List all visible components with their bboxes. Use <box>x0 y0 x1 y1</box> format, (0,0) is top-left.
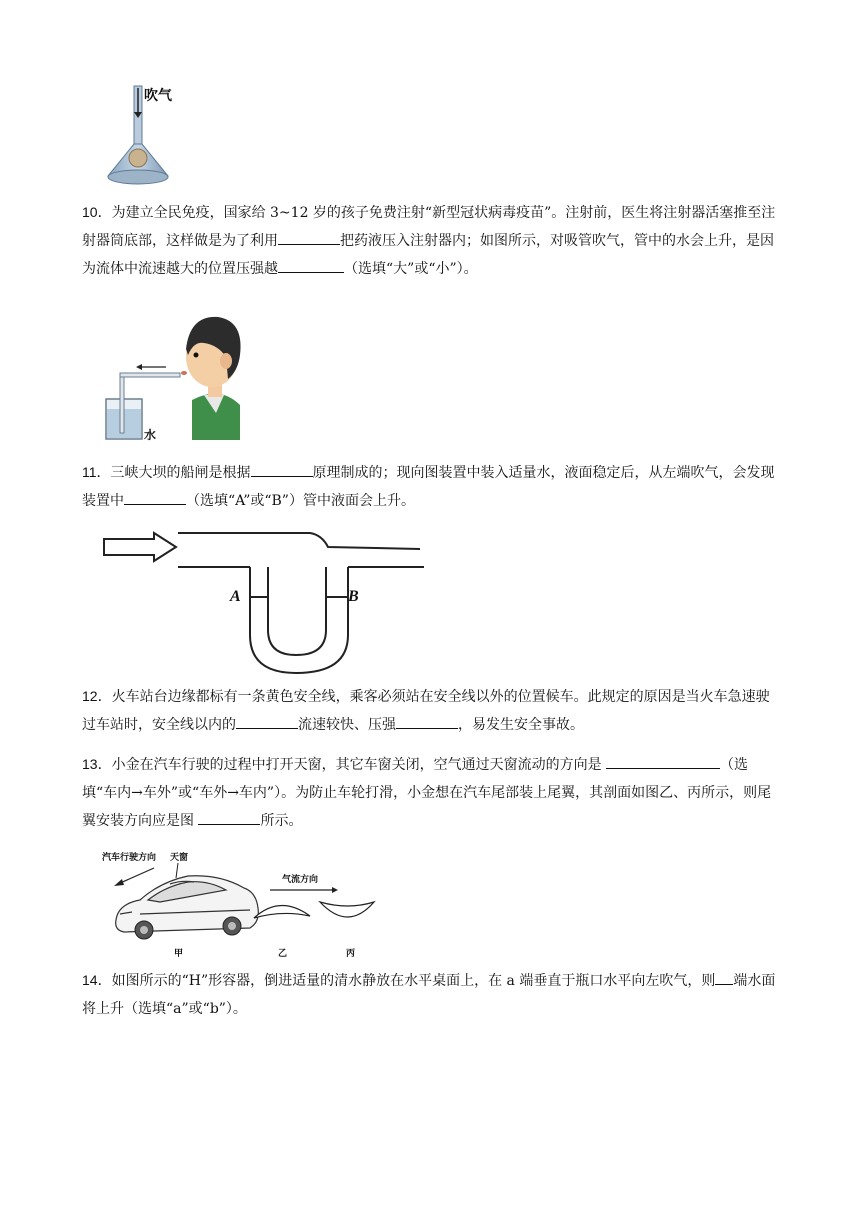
question-number: 14 <box>82 972 98 988</box>
answer-blank[interactable] <box>236 713 298 729</box>
drive-direction-label: 汽车行驶方向 <box>102 853 157 863</box>
airflow-label: 气流方向 <box>282 875 319 885</box>
question-12 <box>82 682 782 739</box>
question-text: ．火车站台边缘都标有一条黄色安全线，乘客必须站在安全线以外的位置候车。此规定的原因是当火车急速驶过车站时，安全线以内的 <box>82 689 770 733</box>
straw-figure <box>100 305 245 445</box>
question-text: ．小金在汽车行驶的过程中打开天窗，其它车窗关闭，空气通过天窗流动的方向是 <box>97 757 607 773</box>
question-text: （选填“车内→车外”或“车外→车内”）。为防止车轮打滑，小金想在汽车尾部装上尾翼，其剖面如图乙、丙所示，则尾翼安装方向应是图 <box>82 757 772 829</box>
blow-label: 吹气 <box>144 88 172 104</box>
car-figure <box>100 848 400 960</box>
question-text: ．为建立全民免疫，国家给 3~12 岁的孩子免费注射“新型冠状病毒疫苗”。注射前，医生将注射器活塞推至注射器筒底部，这样做是为了利用 <box>82 205 776 249</box>
answer-blank[interactable] <box>278 229 340 245</box>
u-tube-figure <box>100 525 430 680</box>
question-number: 10 <box>82 204 98 220</box>
funnel-figure <box>100 86 210 190</box>
water-label: 水 <box>144 428 157 442</box>
tube-b-label: B <box>348 588 359 605</box>
question-10 <box>82 198 782 283</box>
answer-blank[interactable] <box>124 489 186 505</box>
question-text: 端水面将上升（选填“a”或“b”）。 <box>82 973 776 1017</box>
answer-blank[interactable] <box>278 257 344 273</box>
answer-blank[interactable] <box>715 969 733 985</box>
question-text: 所示。 <box>260 813 303 829</box>
question-11 <box>82 458 782 515</box>
question-text: 把药液压入注射器内；如图所示，对吸管吹气，管中的水会上升，是因为流体中流速越大的位置压强越 <box>82 233 774 277</box>
question-text: 原理制成的；现向图装置中装入适量水，液面稳定后，从左端吹气，会发现装置中 <box>82 465 775 509</box>
answer-blank[interactable] <box>251 461 313 477</box>
question-text: ．三峡大坝的船闸是根据 <box>96 465 251 481</box>
caption-bing: 丙 <box>346 949 356 959</box>
question-text: ，易发生安全事故。 <box>458 717 584 733</box>
answer-blank[interactable] <box>198 809 260 825</box>
sunroof-label: 天窗 <box>170 853 189 863</box>
question-text: ．如图所示的“H”形容器，倒进适量的清水静放在水平桌面上，在 a 端垂直于瓶口水平向左吹气，则 <box>97 973 716 989</box>
question-13 <box>82 750 782 835</box>
question-14 <box>82 966 782 1023</box>
question-text: 流速较快、压强 <box>298 717 396 733</box>
caption-jia: 甲 <box>174 949 184 959</box>
answer-blank[interactable] <box>606 753 720 769</box>
question-number: 12 <box>82 688 98 704</box>
question-number: 11 <box>82 464 97 480</box>
tube-a-label: A <box>230 588 241 605</box>
question-number: 13 <box>82 756 98 772</box>
answer-blank[interactable] <box>396 713 458 729</box>
caption-yi: 乙 <box>278 949 288 959</box>
question-text: （选填“大”或“小”）。 <box>344 261 478 277</box>
question-text: （选填“A”或“B”）管中液面会上升。 <box>186 493 415 509</box>
